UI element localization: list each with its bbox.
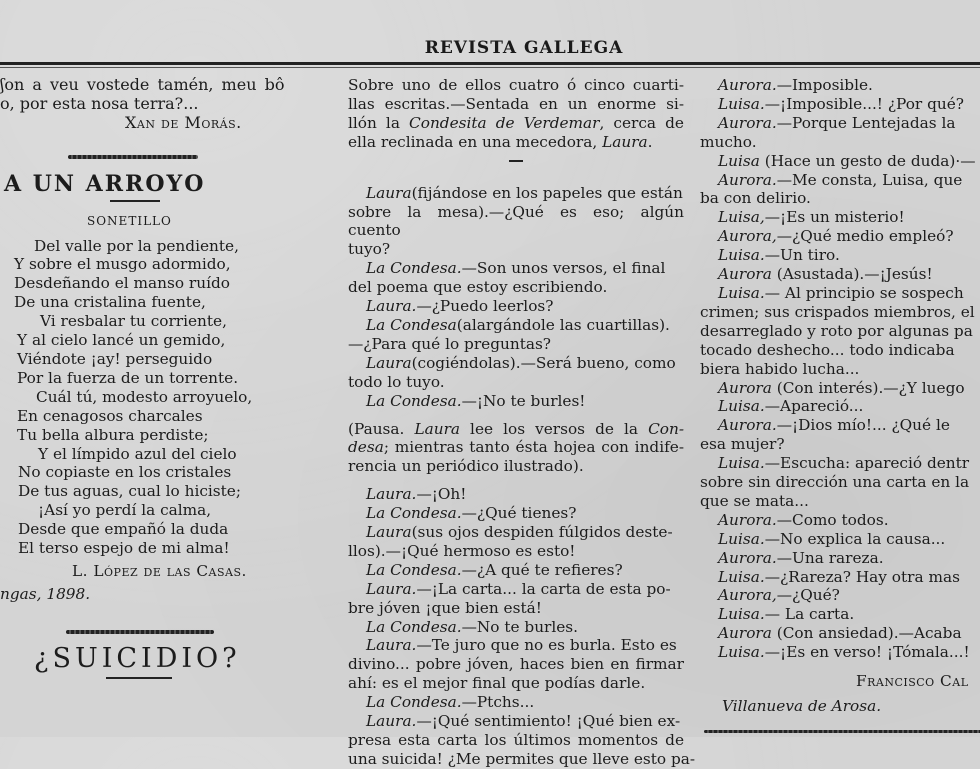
text-line: presa esta carta los últimos momentos de bbox=[348, 731, 684, 749]
text-line: La Condesa.—¿Qué tienes? bbox=[366, 504, 577, 523]
poem-line: No copiaste en los cristales bbox=[18, 463, 232, 482]
speaker-name: Luisa. bbox=[718, 605, 765, 624]
speaker-name: Laura. bbox=[366, 712, 417, 731]
text-line: Sobre uno de ellos cuatro ó cinco cuarti- bbox=[348, 76, 684, 94]
dialogue-paragraph bbox=[348, 485, 684, 504]
text-line: mucho. bbox=[700, 132, 757, 151]
text-line: crimen; sus crispados miembros, el bbox=[700, 302, 975, 321]
dialogue-line: Luisa,—¡Es un misterio! bbox=[718, 208, 905, 227]
column-2 bbox=[348, 76, 696, 769]
speaker-name: Aurora. bbox=[718, 510, 777, 529]
speaker-name: Luisa. bbox=[718, 643, 765, 662]
text-line: tuyo? bbox=[348, 240, 391, 259]
text-line: Laura. —¡Qué sentimiento! ¡Qué bien ex- bbox=[366, 712, 681, 731]
dialogue-line: Luisa.—Apareció... bbox=[718, 397, 864, 416]
speaker-name: Luisa. bbox=[718, 567, 765, 586]
dialogue-paragraph bbox=[348, 618, 684, 637]
text-line: Laura. —¡La carta... la carta de esta po- bbox=[366, 579, 671, 598]
poem-title: A UN ARROYO bbox=[4, 170, 206, 197]
section-divider bbox=[704, 730, 980, 733]
dialogue-paragraph bbox=[348, 693, 684, 712]
speaker-name: Aurora bbox=[718, 265, 772, 284]
poem-line: Y al cielo lancé un gemido, bbox=[17, 331, 226, 350]
dialogue-line: Aurora.—Imposible. bbox=[718, 76, 873, 94]
dialogue-line: Aurora,—¿Qué medio empleó? bbox=[718, 227, 954, 246]
poem-body bbox=[0, 237, 290, 558]
speaker-name: Luisa. bbox=[718, 283, 765, 302]
dialogue-paragraph bbox=[348, 354, 684, 392]
text-line: Laura.—¿Puedo leerlos? bbox=[366, 297, 554, 316]
dialogue-line: Luisa.—¿Rareza? Hay otra mas bbox=[718, 567, 960, 586]
text-line: ahí: es el mejor final que podías darle. bbox=[348, 674, 646, 693]
dialogue-line: Luisa (Hace un gesto de duda)·— bbox=[718, 151, 976, 170]
dialogue-line: Aurora.—Porque Lentejadas la bbox=[718, 113, 956, 132]
poem-place-date: ngas, 1898. bbox=[0, 584, 91, 603]
speaker-name: Aurora. bbox=[718, 548, 777, 567]
text-line: sobre la mesa).—¿Qué es eso; algún cuento bbox=[348, 202, 684, 240]
poem-line: Y sobre el musgo adormido, bbox=[14, 255, 231, 274]
dialogue-paragraph bbox=[348, 504, 684, 523]
text-line: ba con delirio. bbox=[700, 189, 811, 208]
text-line: (Pausa. Laura lee los versos de la Con- bbox=[348, 419, 684, 438]
text-line: Laura (sus ojos despiden fúlgidos deste- bbox=[366, 523, 673, 542]
text-line: llón la Condesita de Verdemar, cerca de bbox=[348, 113, 684, 132]
column-1 bbox=[0, 76, 290, 679]
dialogue-paragraph bbox=[348, 712, 696, 769]
text-line: que se mata... bbox=[700, 491, 809, 510]
dialogue-paragraph bbox=[348, 636, 684, 693]
article-title: ¿SUICIDIO? bbox=[34, 642, 241, 674]
speaker-name: Luisa, bbox=[718, 208, 765, 227]
speaker-name: Aurora bbox=[718, 378, 772, 397]
header-rule-thin bbox=[0, 67, 980, 68]
dialogue-paragraph bbox=[348, 392, 684, 411]
title-rule bbox=[110, 200, 160, 202]
dialogue-line: Luisa.— La carta. bbox=[718, 605, 855, 624]
carryover-line: ʃon a veu vostede tamén, meu bô bbox=[0, 75, 285, 94]
section-divider bbox=[68, 155, 198, 159]
dialogue-line: Aurora (Asustada).—¡Jesús! bbox=[718, 265, 933, 284]
text-line: sobre sin dirección una carta en la bbox=[700, 473, 970, 492]
poem-author: L. López de las Casas. bbox=[72, 561, 247, 580]
speaker-name: Luisa bbox=[718, 151, 760, 170]
text-line: una suicida! ¿Me permites que lleve esto pa- bbox=[348, 749, 696, 768]
speaker-name: Aurora. bbox=[718, 170, 777, 189]
dialogue-line: Luisa.—Escucha: apareció dentr bbox=[718, 454, 970, 473]
speaker-name: Laura bbox=[366, 523, 412, 542]
poem-line: En cenagosos charcales bbox=[17, 406, 203, 425]
speaker-name: Aurora. bbox=[718, 76, 777, 94]
poem-line: De tus aguas, cual lo hiciste; bbox=[18, 482, 242, 501]
article-place: Villanueva de Arosa. bbox=[722, 697, 882, 715]
page-header-title: REVISTA GALLEGA bbox=[424, 38, 624, 58]
speaker-name: Luisa. bbox=[718, 529, 765, 548]
poem-line: Desde que empañó la duda bbox=[18, 520, 229, 539]
dialogue-line: Luisa.—Un tiro. bbox=[718, 246, 840, 265]
speaker-name: La Condesa. bbox=[366, 504, 462, 523]
speaker-name: Laura bbox=[366, 183, 412, 202]
dialogue-paragraph bbox=[348, 561, 684, 580]
text-line: La Condesa (alargándole las cuartillas). bbox=[366, 315, 670, 334]
dialogue-line: Luisa.—¡Imposible...! ¿Por qué? bbox=[718, 94, 964, 113]
speaker-name: Laura bbox=[366, 353, 412, 372]
speaker-name: La Condesa bbox=[366, 315, 457, 334]
text-line: —¿Para qué lo preguntas? bbox=[348, 334, 552, 353]
text-line: Laura (fijándose en los papeles que están bbox=[366, 183, 683, 202]
speaker-name: Luisa. bbox=[718, 94, 765, 113]
poem-line: Desdeñando el manso ruído bbox=[14, 274, 230, 293]
text-line: La Condesa.—Ptchs... bbox=[366, 693, 535, 712]
speaker-name: Aurora. bbox=[718, 416, 777, 435]
poem-subtitle: SONETILLO bbox=[87, 213, 172, 228]
dialogue-line: Aurora (Con ansiedad).—Acaba bbox=[718, 624, 962, 643]
poem-line: Por la fuerza de un torrente. bbox=[17, 368, 239, 387]
speaker-name: La Condesa. bbox=[366, 617, 462, 636]
dialogue-paragraph bbox=[348, 523, 684, 561]
poem-line: Y el límpido azul del cielo bbox=[38, 444, 237, 463]
text-line: La Condesa.—¿A qué te refieres? bbox=[366, 560, 623, 579]
text-line: Laura.—¡Oh! bbox=[366, 485, 467, 504]
stage-direction bbox=[348, 76, 684, 152]
speaker-name: Aurora bbox=[718, 624, 772, 643]
text-line: llas escritas.—Sentada en un enorme si- bbox=[348, 94, 684, 113]
text-line: ella reclinada en una mecedora, Laura. bbox=[348, 132, 653, 151]
speaker-name: Luisa. bbox=[718, 397, 765, 416]
text-line: todo lo tuyo. bbox=[348, 372, 445, 391]
speaker-name: La Condesa. bbox=[366, 391, 462, 410]
speaker-name: Luisa. bbox=[718, 454, 765, 473]
dialogue-line: Luisa.—No explica la causa... bbox=[718, 529, 946, 548]
dialogue-line: Aurora.—¡Dios mío!... ¿Qué le bbox=[718, 416, 950, 435]
dialogue-line: Aurora,—¿Qué? bbox=[718, 586, 840, 605]
carryover-signature: Xan de Morás. bbox=[125, 112, 242, 132]
text-line: del poema que estoy escribiendo. bbox=[348, 278, 608, 297]
poem-line: Tu bella albura perdiste; bbox=[17, 425, 209, 444]
speaker-name: Aurora, bbox=[718, 227, 777, 246]
scene-divider bbox=[509, 160, 523, 162]
text-line: La Condesa. —Son unos versos, el final bbox=[366, 259, 666, 278]
speaker-name: Laura. bbox=[366, 297, 417, 316]
carryover-line: o, por esta nosa terra?... bbox=[0, 93, 199, 113]
stage-direction bbox=[348, 420, 684, 477]
dialogue-paragraph bbox=[348, 316, 684, 354]
column-3 bbox=[700, 76, 980, 733]
dialogue-line: Aurora.—Una rareza. bbox=[718, 548, 884, 567]
dialogue-paragraph bbox=[348, 184, 684, 260]
text-line: rencia un periódico ilustrado). bbox=[348, 457, 584, 476]
text-line: llos).—¡Qué hermoso es esto! bbox=[348, 541, 576, 560]
text-line: La Condesa.—No te burles. bbox=[366, 617, 579, 636]
poem-line: ¡Así yo perdí la calma, bbox=[38, 501, 212, 520]
poem-line: De una cristalina fuente, bbox=[14, 293, 206, 312]
text-line: bre jóven ¡que bien está! bbox=[348, 598, 542, 617]
dialogue-paragraph bbox=[348, 297, 684, 316]
poem-line: Vi resbalar tu corriente, bbox=[40, 312, 227, 331]
text-line: biera habido lucha... bbox=[700, 359, 860, 378]
speaker-name: Laura. bbox=[366, 636, 417, 655]
dialogue-line: Luisa.—¡Es en verso! ¡Tómala...! bbox=[718, 643, 970, 662]
dialogue-line: Aurora.—Me consta, Luisa, que bbox=[718, 170, 963, 189]
dialogue-line: Aurora.—Como todos. bbox=[718, 510, 889, 529]
header-rule-thick bbox=[0, 62, 980, 65]
speaker-name: La Condesa. bbox=[366, 560, 462, 579]
text-line: desa; mientras tanto ésta hojea con indife- bbox=[348, 438, 684, 457]
text-line: desarreglado y roto por algunas pa bbox=[700, 321, 973, 340]
dialogue-line: Aurora (Con interés).—¿Y luego bbox=[718, 378, 965, 397]
dialogue-paragraph bbox=[348, 580, 684, 618]
dialogue-paragraph bbox=[348, 259, 684, 297]
poem-line: Del valle por la pendiente, bbox=[34, 236, 239, 255]
text-line: Laura (cogiéndolas).—Será bueno, como bbox=[366, 353, 676, 372]
speaker-name: La Condesa. bbox=[366, 259, 462, 278]
poem-line: Viéndote ¡ay! perseguido bbox=[17, 349, 213, 368]
text-line: Laura. —Te juro que no es burla. Esto es bbox=[366, 636, 677, 655]
poem-line: El terso espejo de mi alma! bbox=[18, 539, 230, 558]
speaker-name: Luisa. bbox=[718, 246, 765, 265]
speaker-name: Aurora. bbox=[718, 113, 777, 132]
speaker-name: Aurora, bbox=[718, 586, 777, 605]
text-line: La Condesa.—¡No te burles! bbox=[366, 391, 586, 410]
speaker-name: La Condesa. bbox=[366, 693, 462, 712]
article-signature: Francisco Cal bbox=[856, 672, 969, 691]
text-line: esa mujer? bbox=[700, 435, 785, 454]
speaker-name: Laura. bbox=[366, 579, 417, 598]
dialogue-line: Luisa.— Al principio se sospech bbox=[718, 283, 964, 302]
speaker-name: Laura. bbox=[366, 485, 417, 504]
text-line: divino... pobre jóven, haces bien en firmar bbox=[348, 655, 684, 674]
title-rule bbox=[106, 677, 172, 679]
text-line: tocado deshecho... todo indicaba bbox=[700, 340, 955, 359]
poem-line: Cuál tú, modesto arroyuelo, bbox=[36, 387, 253, 406]
section-divider bbox=[66, 630, 214, 634]
